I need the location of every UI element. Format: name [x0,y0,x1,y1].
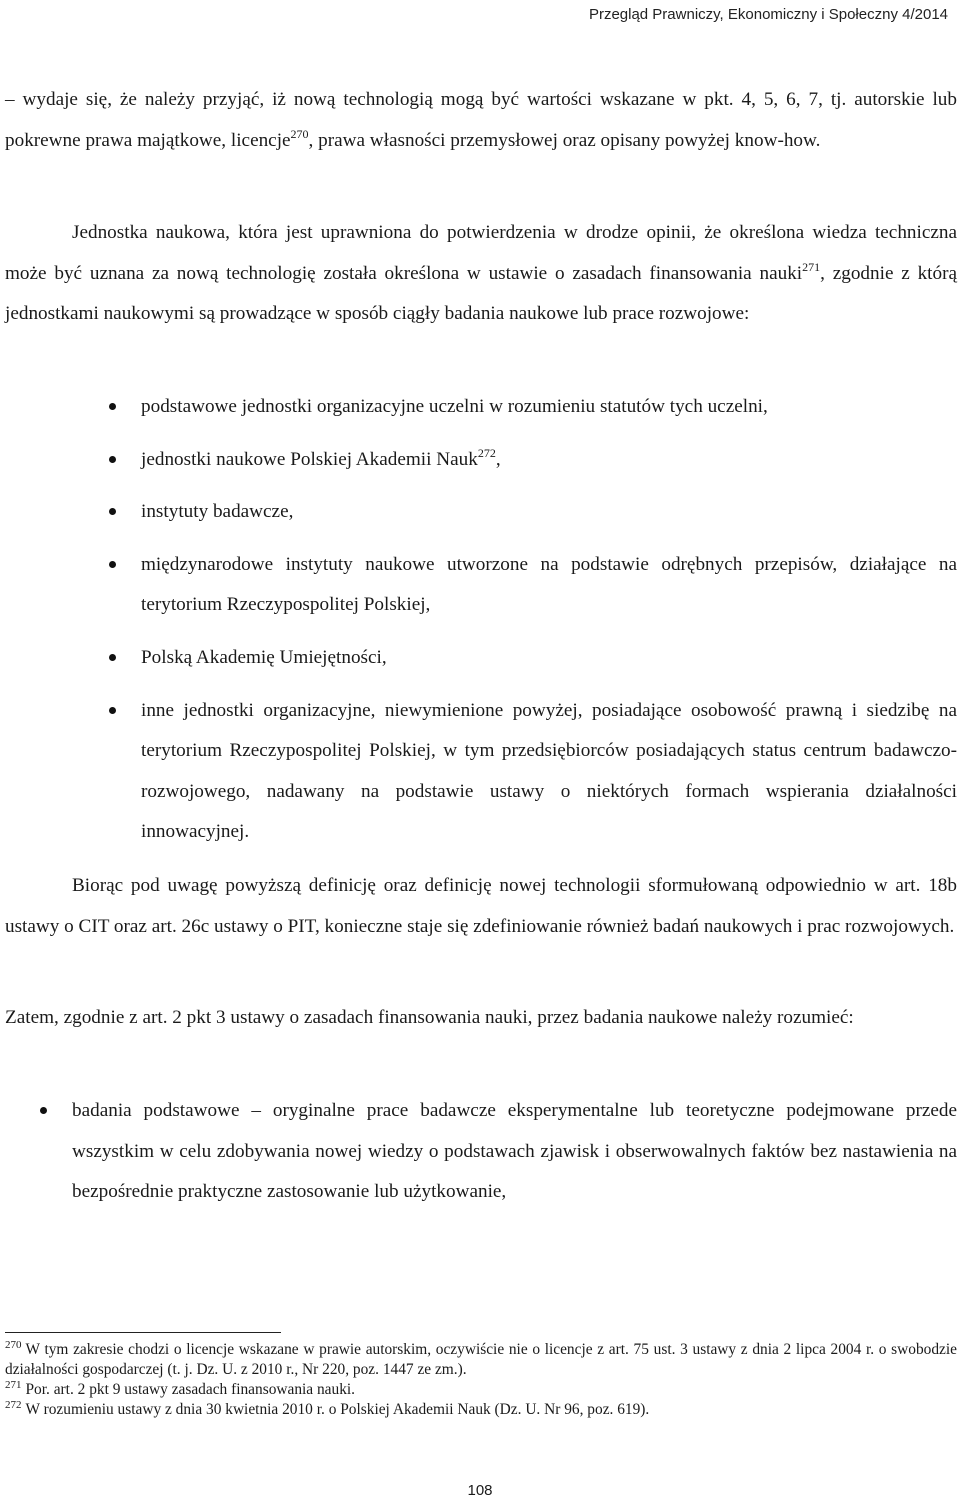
list-item [0,440,960,481]
paragraph-jednostka-naukowa [5,213,957,335]
footnote-number: 271 [5,1379,22,1391]
bullet-icon [40,1107,47,1114]
list-item [0,387,960,428]
footnotes [5,1340,957,1420]
footnote-ref-271[interactable]: 271 [802,259,821,274]
footnote-272 [5,1400,957,1420]
footnote-number: 272 [5,1399,22,1411]
footnote-text: W tym zakresie chodzi o licencje wskazane w prawie autorskim, oczywiście nie o licencje z art. 75 ust. 3 ustawy z dnia 2 lipca 2004 r. o swobodzie działalności gospodarczej (t. j. Dz. U. z 2010 r., Nr 220, poz. 1447 ze zm.). [5,1341,957,1378]
list-item-text: jednostki naukowe Polskiej Akademii Nauk [141,448,478,470]
list-item-text: międzynarodowe instytuty naukowe utworzone na podstawie odrębnych przepisów, działające na terytorium Rzeczypospolitej Polskiej, [141,553,957,616]
footnote-number: 270 [5,1339,22,1351]
footnote-ref-270[interactable]: 270 [290,126,309,141]
list-item [0,492,960,533]
list-item-text: , [495,448,501,470]
paragraph-text: , zgodnie z którą jednostkami naukowymi są prowadzące w sposób ciągły badania naukowe lub prace rozwojowe: [5,262,958,325]
bullet-icon [109,508,116,515]
paragraph-text: , prawa własności przemysłowej oraz opisany powyżej know-how. [308,129,821,151]
bullet-icon [109,561,116,568]
paragraph-definicja: Biorąc pod uwagę powyższą definicję oraz definicję nowej technologii sformułowaną odpowiednio w art. 18b ustawy o CIT oraz art. 26c ustawy o PIT, konieczne staje się zdefiniowanie również badań naukowych i prac rozwojowych. [5,875,957,937]
paragraph-text: Jednostka naukowa, która jest uprawniona do potwierdzenia w drodze opinii, że określona wiedza techniczna może być uznana za nową technologię została określona w ustawie o zasadach finansowania nauki [5,222,957,284]
list-item [0,638,960,679]
footnote-text: Por. art. 2 pkt 9 ustawy zasadach finansowania nauki. [25,1381,356,1398]
bullet-icon [109,707,116,714]
paragraph-zatem: Zatem, zgodnie z art. 2 pkt 3 ustawy o zasadach finansowania nauki, przez badania naukowe należy rozumieć: [5,1007,854,1028]
list-item [0,691,960,853]
list-item-text: badania podstawowe – oryginalne prace badawcze eksperymentalne lub teoretyczne podejmowane przede wszystkim w celu zdobywania nowej wiedzy o podstawach zjawisk i obserwowalnych faktów bez nastawienia na bezpośrednie praktyczne zastosowanie lub użytkowanie, [72,1100,957,1203]
list-item [0,1091,960,1213]
bullet-icon [109,456,116,463]
list-item-text: inne jednostki organizacyjne, niewymienione powyżej, posiadające osobowość prawną i siedzibę na terytorium Rzeczypospolitej Polskiej, w tym przedsiębiorców posiadających status centrum badawczo-rozwojowego, nadawany na podstawie ustawy o niektórych formach wspierania działalności innowacyjnej. [141,699,957,843]
footnote-ref-272[interactable]: 272 [477,445,496,460]
bullet-icon [109,403,116,410]
bullet-icon [109,654,116,661]
running-header: Przegląd Prawniczy, Ekonomiczny i Społeczny 4/2014 [588,6,948,23]
footnote-separator [5,1332,281,1333]
list-item-text: podstawowe jednostki organizacyjne uczelni w rozumieniu statutów tych uczelni, [141,396,768,417]
list-item-text: Polską Akademię Umiejętności, [141,646,387,668]
list-item-text: instytuty badawcze, [141,501,294,523]
page-number: 108 [467,1482,493,1499]
footnote-271 [5,1380,957,1400]
footnote-text: W rozumieniu ustawy z dnia 30 kwietnia 2010 r. o Polskiej Akademii Nauk (Dz. U. Nr 96, poz. 619). [25,1401,650,1418]
paragraph-text: – wydaje się, że należy przyjąć, iż nową technologią mogą być wartości wskazane w pkt. 4, 5, 6, 7, tj. autorskie lub pokrewne prawa majątkowe, licencje [5,89,957,151]
bullet-list-badania [0,1091,960,1213]
footnote-270 [5,1340,957,1380]
paragraph-nowa-technologia [5,80,957,161]
bullet-list-jednostki [0,387,960,865]
list-item [0,545,960,626]
